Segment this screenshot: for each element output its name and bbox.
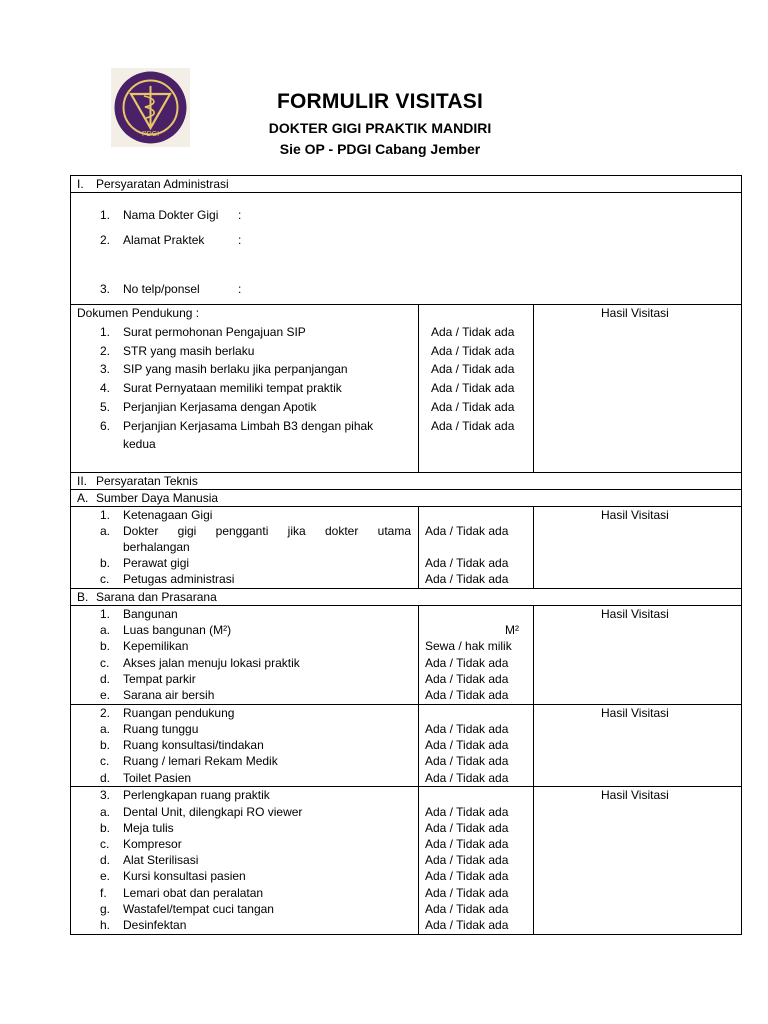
svg-text:PDGI: PDGI	[141, 131, 160, 138]
list-letter: d.	[100, 672, 111, 686]
group-number: 1.	[100, 508, 111, 522]
list-item: Sarana air bersih	[123, 688, 215, 702]
list-number: 2.	[100, 344, 111, 358]
status-option: Ada / Tidak ada	[425, 738, 509, 752]
status-option: Ada / Tidak ada	[431, 344, 515, 358]
subsection-letter: A.	[77, 491, 89, 505]
list-letter: a.	[100, 722, 111, 736]
status-option: Ada / Tidak ada	[425, 672, 509, 686]
field-colon: :	[238, 208, 242, 222]
section-title: Persyaratan Teknis	[96, 474, 198, 488]
group-title: Ruangan pendukung	[123, 706, 235, 720]
status-option: Ada / Tidak ada	[425, 918, 509, 932]
form-title: FORMULIR VISITASI	[276, 90, 483, 113]
status-option: Ada / Tidak ada	[425, 886, 509, 900]
list-letter: c.	[100, 837, 110, 851]
group-number: 1.	[100, 607, 111, 621]
section-title: Persyaratan Administrasi	[96, 177, 229, 191]
list-letter: c.	[100, 656, 110, 670]
list-item-cont: berhalangan	[123, 540, 190, 554]
list-letter: a.	[100, 524, 111, 538]
list-item: STR yang masih berlaku	[123, 344, 255, 358]
status-option: Ada / Tidak ada	[425, 821, 509, 835]
group-number: 3.	[100, 788, 111, 802]
list-item: Perjanjian Kerjasama dengan Apotik	[123, 400, 317, 414]
list-item: Ruang konsultasi/tindakan	[123, 738, 264, 752]
status-option: Ada / Tidak ada	[431, 381, 515, 395]
list-letter: b.	[100, 639, 111, 653]
list-letter: f.	[100, 886, 107, 900]
status-option: Ada / Tidak ada	[425, 837, 509, 851]
group-title: Bangunan	[123, 607, 178, 621]
list-item: SIP yang masih berlaku jika perpanjangan	[123, 362, 348, 376]
list-number: 1.	[100, 325, 111, 339]
list-letter: a.	[100, 623, 111, 637]
list-item: Desinfektan	[123, 918, 187, 932]
section-number: I.	[77, 177, 84, 191]
field-label-telp: No telp/ponsel	[123, 282, 200, 296]
status-option: Sewa / hak milik	[425, 639, 512, 653]
section-number: II.	[77, 474, 88, 488]
list-item: Surat Pernyataan memiliki tempat praktik	[123, 381, 342, 395]
subsection-title: Sarana dan Prasarana	[96, 590, 217, 604]
list-item: Wastafel/tempat cuci tangan	[123, 902, 274, 916]
list-number: 5.	[100, 400, 111, 414]
list-item: Petugas administrasi	[123, 572, 235, 586]
status-option: Ada / Tidak ada	[425, 572, 509, 586]
list-letter: e.	[100, 688, 111, 702]
list-letter: c.	[100, 572, 110, 586]
list-item: Perawat gigi	[123, 556, 190, 570]
list-item: Dokter gigi pengganti jika dokter utama	[123, 524, 411, 538]
status-option: Ada / Tidak ada	[425, 869, 509, 883]
list-item: Meja tulis	[123, 821, 174, 835]
list-item: Ruang tunggu	[123, 722, 199, 736]
list-item: Luas bangunan (M²)	[123, 623, 232, 637]
group-title: Ketenagaan Gigi	[123, 508, 213, 522]
list-letter: c.	[100, 754, 110, 768]
list-letter: d.	[100, 853, 111, 867]
list-item: Surat permohonan Pengajuan SIP	[123, 325, 306, 339]
status-option: Ada / Tidak ada	[425, 805, 509, 819]
list-number: 3.	[100, 362, 111, 376]
list-item: Perjanjian Kerjasama Limbah B3 dengan pihak	[123, 419, 374, 433]
status-option: Ada / Tidak ada	[425, 853, 509, 867]
list-letter: h.	[100, 918, 111, 932]
status-option: Ada / Tidak ada	[425, 722, 509, 736]
status-option: Ada / Tidak ada	[425, 902, 509, 916]
list-item: Lemari obat dan peralatan	[123, 886, 264, 900]
result-header: Hasil Visitasi	[601, 306, 669, 320]
dokumen-title: Dokumen Pendukung :	[77, 306, 200, 320]
list-item: Tempat parkir	[123, 672, 196, 686]
list-item: Kompresor	[123, 837, 182, 851]
list-letter: d.	[100, 771, 111, 785]
list-item: Toilet Pasien	[123, 771, 192, 785]
list-number: 4.	[100, 381, 111, 395]
list-letter: b.	[100, 821, 111, 835]
list-letter: e.	[100, 869, 111, 883]
subsection-letter: B.	[77, 590, 89, 604]
list-letter: b.	[100, 738, 111, 752]
status-option: Ada / Tidak ada	[425, 524, 509, 538]
result-header: Hasil Visitasi	[601, 706, 669, 720]
status-option: Ada / Tidak ada	[431, 325, 515, 339]
list-letter: g.	[100, 902, 111, 916]
field-number: 1.	[100, 208, 111, 222]
field-colon: :	[238, 233, 242, 247]
status-option: Ada / Tidak ada	[425, 656, 509, 670]
status-option: Ada / Tidak ada	[425, 771, 509, 785]
status-unit: M²	[505, 623, 519, 637]
list-item: Alat Sterilisasi	[123, 853, 199, 867]
field-number: 2.	[100, 233, 111, 247]
pdgi-logo	[111, 68, 190, 147]
list-number: 6.	[100, 419, 111, 433]
list-item: Akses jalan menuju lokasi praktik	[123, 656, 300, 670]
result-header: Hasil Visitasi	[601, 607, 669, 621]
list-item: Dental Unit, dilengkapi RO viewer	[123, 805, 303, 819]
list-item-cont: kedua	[123, 437, 156, 451]
subsection-title: Sumber Daya Manusia	[96, 491, 219, 505]
list-item: Kursi konsultasi pasien	[123, 869, 246, 883]
form-subtitle: DOKTER GIGI PRAKTIK MANDIRI	[268, 120, 492, 136]
list-item: Ruang / lemari Rekam Medik	[123, 754, 278, 768]
list-item: Kepemilikan	[123, 639, 189, 653]
list-letter: a.	[100, 805, 111, 819]
field-colon: :	[238, 282, 242, 296]
status-option: Ada / Tidak ada	[431, 362, 515, 376]
field-label-alamat: Alamat Praktek	[123, 233, 205, 247]
group-number: 2.	[100, 706, 111, 720]
form-subtitle-org: Sie OP - PDGI Cabang Jember	[279, 141, 481, 157]
result-header: Hasil Visitasi	[601, 508, 669, 522]
status-option: Ada / Tidak ada	[425, 754, 509, 768]
status-option: Ada / Tidak ada	[425, 688, 509, 702]
group-title: Perlengkapan ruang praktik	[123, 788, 270, 802]
list-letter: b.	[100, 556, 111, 570]
status-option: Ada / Tidak ada	[431, 400, 515, 414]
result-header: Hasil Visitasi	[601, 788, 669, 802]
status-option: Ada / Tidak ada	[425, 556, 509, 570]
status-option: Ada / Tidak ada	[431, 419, 515, 433]
field-label-nama: Nama Dokter Gigi	[123, 208, 219, 222]
field-number: 3.	[100, 282, 111, 296]
